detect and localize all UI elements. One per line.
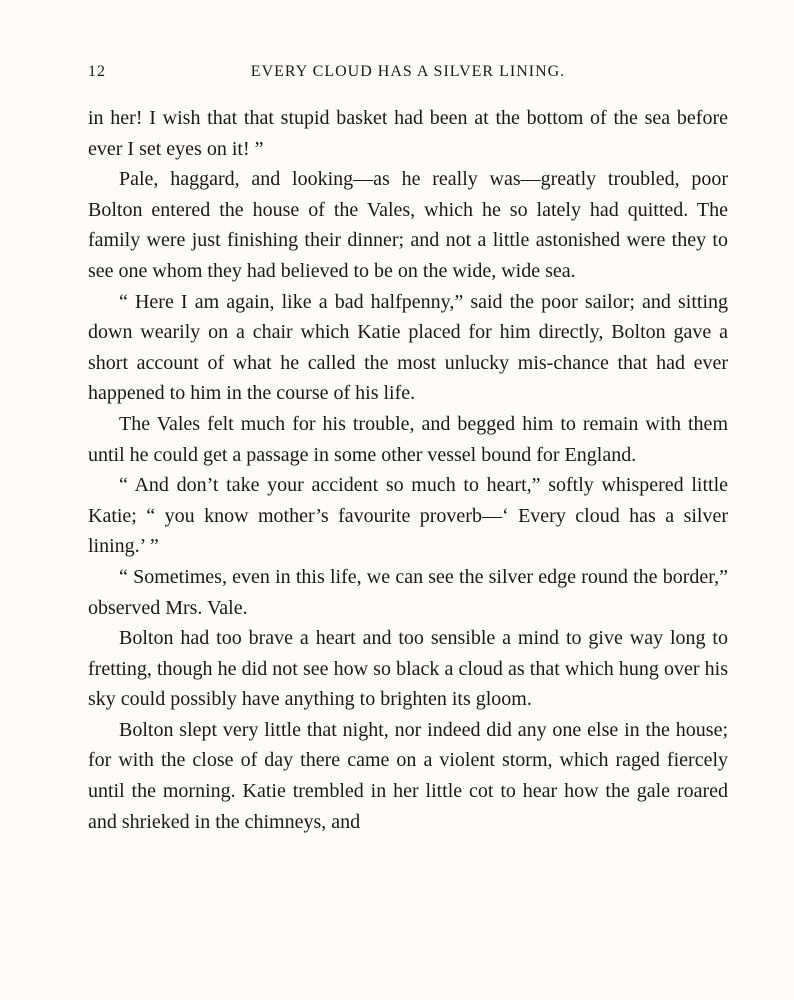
page-header [88,63,728,85]
paragraph-continued: in her! I wish that that stupid basket had been at the bottom of the sea before ever I set eyes on it! ” [88,107,728,160]
paragraph: The Vales felt much for his trouble, and begged him to remain with them until he could get a passage in some other vessel bound for England. [88,412,728,466]
running-title: EVERY CLOUD HAS A SILVER LINING. [250,63,566,80]
paragraph: “ Here I am again, like a bad halfpenny,” said the poor sailor; and sitting down wearily on a chair which Katie placed for him directly, Bolton gave a short account of what he called the most unlucky mis-chance that had ever happened to him in the course of his life. [88,290,728,405]
paragraph: Pale, haggard, and looking—as he really was—greatly troubled, poor Bolton entered the house of the Vales, which he so lately had quitted. The family were just finishing their dinner; and not a little astonished were they to see one whom they had believed to be on the wide, wide sea. [88,168,728,282]
body-text [88,103,728,837]
paragraph: “ And don’t take your accident so much to heart,” softly whispered little Katie; “ you know mother’s favourite proverb—‘ Every cloud has a silver lining.’ ” [88,474,728,558]
paragraph: Bolton had too brave a heart and too sensible a mind to give way long to fretting, though he did not see how so black a cloud as that which hung over his sky could possibly have anything to brighten its gloom. [88,627,728,711]
paragraph: “ Sometimes, even in this life, we can see the silver edge round the border,” observed Mrs. Vale. [88,565,728,619]
paragraph: Bolton slept very little that night, nor indeed did any one else in the house; for with the close of day there came on a violent storm, which raged fiercely until the morning. Katie trembled in her little cot to hear how the gale roared and shrieked in the chimneys, and [88,718,728,833]
page-number: 12 [88,63,106,80]
